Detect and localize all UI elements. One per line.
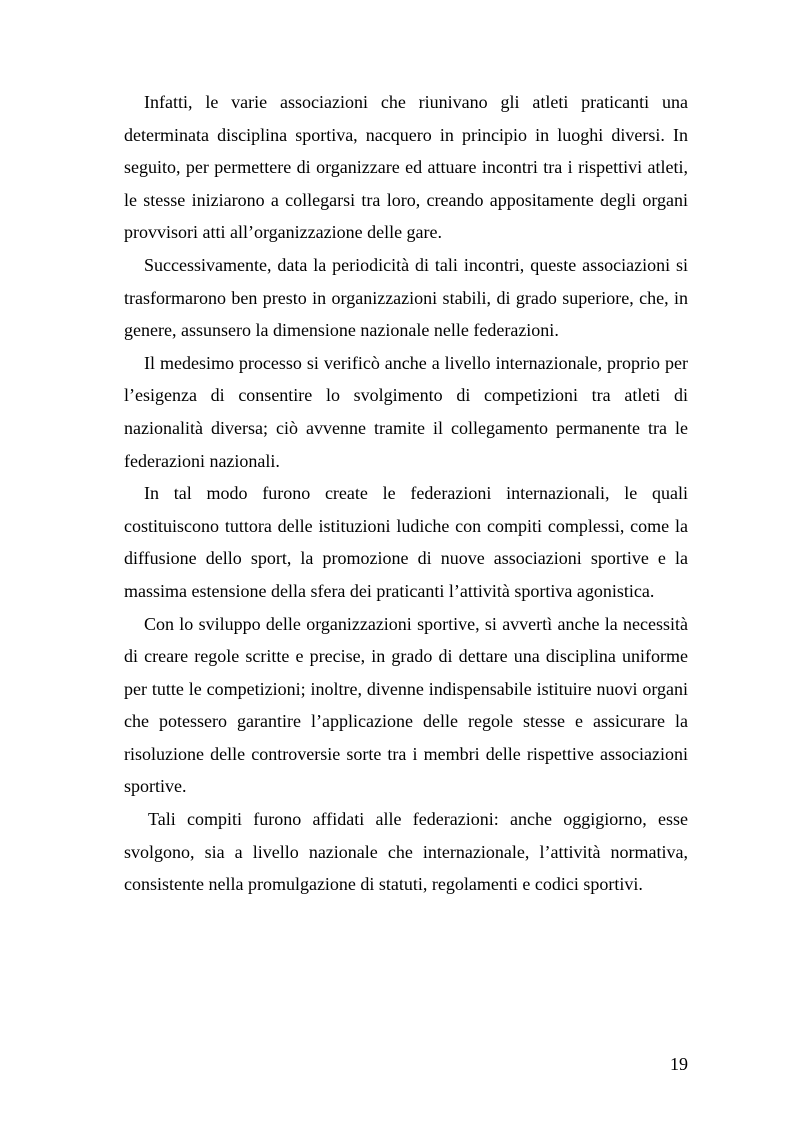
page-number: 19 — [670, 1054, 688, 1074]
paragraph-3: Il medesimo processo si verificò anche a livello internazionale, proprio per l’esigenza di consentire lo svolgimento di competizioni tra atleti di nazionalità diversa; ciò avvenne tramite il collegamento permanente tra le federazioni nazionali. — [124, 352, 688, 471]
paragraph-6: Tali compiti furono affidati alle federazioni: anche oggigiorno, esse svolgono, sia a livello nazionale che internazionale, l’attività normativa, consistente nella promulgazione di statuti, regolamenti e codici sportivi. — [124, 809, 688, 895]
paragraph-2: Successivamente, data la periodicità di tali incontri, queste associazioni si trasformarono ben presto in organizzazioni stabili, di grado superiore, che, in genere, assunsero la dimensione nazionale nelle federazioni. — [124, 254, 688, 341]
paragraph-5: Con lo sviluppo delle organizzazioni sportive, si avvertì anche la necessità di creare regole scritte e precise, in grado di dettare una disciplina uniforme per tutte le competizioni; inoltre, divenne indispensabile istituire nuovi organi che potessero garantire l’applicazione delle regole stesse e assicurare la risoluzione delle controversie sorte tra i membri delle rispettive associazioni sportive. — [124, 613, 688, 797]
paragraph-1: Infatti, le varie associazioni che riunivano gli atleti praticanti una determinata disciplina sportiva, nacquero in principio in luoghi diversi. In seguito, per permettere di organizzare ed attuare incontri tra i rispettivi atleti, le stesse iniziarono a collegarsi tra loro, creando appositamente degli organi provvisori atti all’organizzazione delle gare. — [124, 92, 688, 243]
paragraph-4: In tal modo furono create le federazioni internazionali, le quali costituiscono tuttora delle istituzioni ludiche con compiti complessi, come la diffusione dello sport, la promozione di nuove associazioni sportive e la massima estensione della sfera dei praticanti l’attività sportiva agonistica. — [124, 483, 688, 601]
body-text — [124, 86, 688, 901]
